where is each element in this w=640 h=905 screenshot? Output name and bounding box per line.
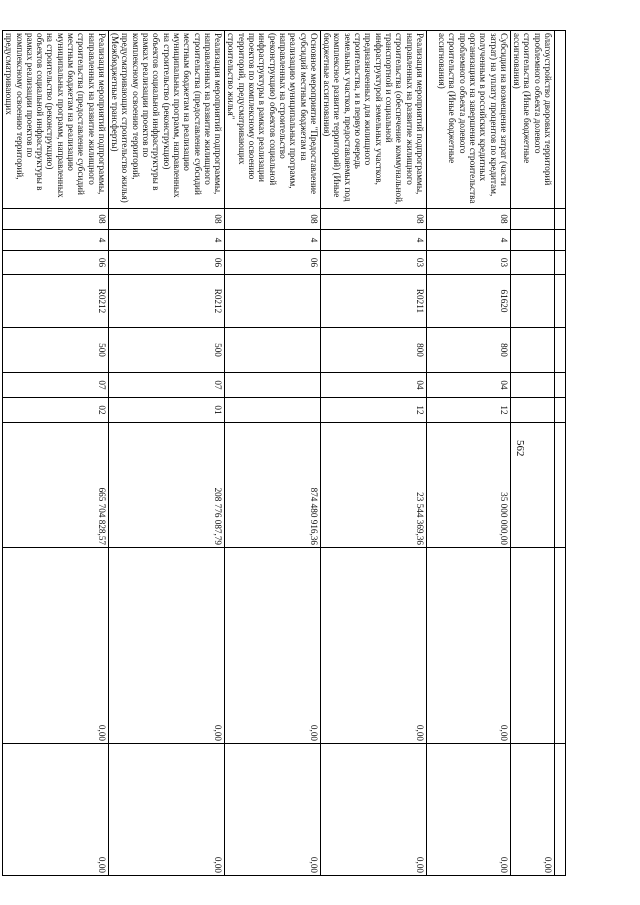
- row-amount-3: 0,00: [2, 744, 108, 876]
- row-code-3: 03: [426, 251, 510, 275]
- row-code-3: [510, 251, 554, 275]
- row-code-2: 4: [108, 230, 224, 251]
- row-amount-3: 0,00: [426, 744, 510, 876]
- row-code-3: 06: [108, 251, 224, 275]
- row-code-2: 4: [2, 230, 108, 251]
- row-amount-1: 23 544 369,36: [320, 423, 426, 548]
- rotated-page: [4, 30, 566, 875]
- row-subsection: 12: [426, 398, 510, 423]
- table-row: [426, 31, 510, 876]
- row-expense-type: 800: [320, 328, 426, 373]
- table-row: [108, 31, 224, 876]
- table-row: [225, 31, 321, 876]
- row-name: Реализация мероприятий подпрограммы, направленных на развитие жилищного строительства (обеспечение коммунальной, транспортной и социальной инфраструктурой земельных участков, предназначенных для жилищного строительства, и в первую очередь земельных участков, предоставляемых под комплексное развитие территорий) (Иные бюджетные ассигнования): [320, 31, 426, 209]
- row-amount-2: 0,00: [108, 548, 224, 744]
- row-code-1: 08: [2, 209, 108, 230]
- row-amount-1: 874 480 916,36: [225, 423, 321, 548]
- row-amount-2: 0,00: [225, 548, 321, 744]
- row-code-1: 08: [320, 209, 426, 230]
- row-code-3: 06: [2, 251, 108, 275]
- row-target-code: R0212: [108, 275, 224, 328]
- row-code-2: 4: [320, 230, 426, 251]
- row-name: Основное мероприятие "Предоставление субсидий местным бюджетам на реализацию муниципальных программ, направленных на строительство (реконструкцию) объектов социальной инфраструктуры в рамках реализации проектов по комплексному освоению территорий, предусматривающих строительство жилья": [225, 31, 321, 209]
- row-expense-type: [225, 328, 321, 373]
- row-target-code: R0212: [2, 275, 108, 328]
- row-section: 04: [426, 373, 510, 398]
- row-code-2: [510, 230, 554, 251]
- row-subsection: [510, 398, 554, 423]
- row-amount-3: 0,00: [510, 744, 554, 876]
- row-amount-1: 208 776 087,79: [108, 423, 224, 548]
- row-code-1: [510, 209, 554, 230]
- row-subsection: 01: [108, 398, 224, 423]
- row-section: [510, 373, 554, 398]
- row-amount-3: 0,00: [225, 744, 321, 876]
- row-expense-type: 800: [426, 328, 510, 373]
- row-section: [225, 373, 321, 398]
- row-section: 07: [108, 373, 224, 398]
- budget-table: [2, 30, 566, 876]
- row-code-1: 08: [108, 209, 224, 230]
- row-amount-2: 0,00: [320, 548, 426, 744]
- row-expense-type: [510, 328, 554, 373]
- row-name: Реализация мероприятий подпрограммы, направленных на развитие жилищного строительства (предоставление субсидий местным бюджетам на реализацию муниципальных программ, направленных на строительство (реконструкцию) объектов социальной инфраструктуры в рамках реализации проектов по комплексному освоению территорий, предусматривающих строительство жилья) (Межбюджетные трансферты): [108, 31, 224, 209]
- row-target-code: 61620: [426, 275, 510, 328]
- page-number: 562: [514, 440, 526, 457]
- row-code-1: 08: [225, 209, 321, 230]
- row-subsection: 02: [2, 398, 108, 423]
- row-target-code: [510, 275, 554, 328]
- row-code-2: 4: [426, 230, 510, 251]
- row-amount-1: 665 704 828,57: [2, 423, 108, 548]
- row-section: 07: [2, 373, 108, 398]
- row-code-3: 06: [225, 251, 321, 275]
- row-subsection: [225, 398, 321, 423]
- row-amount-2: 0,00: [2, 548, 108, 744]
- row-name: Субсидии на возмещение затрат (части затрат) на уплату процентов по кредитам, полученным в российских кредитных организациях на завершение строительства проблемного объекта долевого строительства (Иные бюджетные ассигнования): [426, 31, 510, 209]
- table-container: [4, 30, 566, 875]
- row-subsection: 12: [320, 398, 426, 423]
- row-amount-1: [510, 423, 554, 548]
- row-expense-type: 500: [2, 328, 108, 373]
- table-row: [320, 31, 426, 876]
- row-target-code: R0211: [320, 275, 426, 328]
- row-amount-2: 0,00: [426, 548, 510, 744]
- row-section: 04: [320, 373, 426, 398]
- row-name: благоустройство дворовых территорий проблемного объекта долевого строительства (Иные бюджетные ассигнования): [510, 31, 554, 209]
- row-amount-3: 0,00: [320, 744, 426, 876]
- row-expense-type: 500: [108, 328, 224, 373]
- row-amount-1: 35 000 000,00: [426, 423, 510, 548]
- row-code-2: 4: [225, 230, 321, 251]
- row-target-code: [225, 275, 321, 328]
- table-row: [510, 31, 554, 876]
- row-code-3: 03: [320, 251, 426, 275]
- row-name: Реализация мероприятий подпрограммы, направленных на развитие жилищного строительства (предоставление субсидий местным бюджетам на реализацию муниципальных программ, направленных на строительство (реконструкцию) объектов социальной инфраструктуры в рамках реализации проектов по комплексному освоению территорий, предусматривающих: [2, 31, 108, 209]
- row-amount-3: 0,00: [108, 744, 224, 876]
- row-amount-2: [510, 548, 554, 744]
- row-code-1: 08: [426, 209, 510, 230]
- table-row: [2, 31, 108, 876]
- header-spacer-row: [555, 31, 566, 876]
